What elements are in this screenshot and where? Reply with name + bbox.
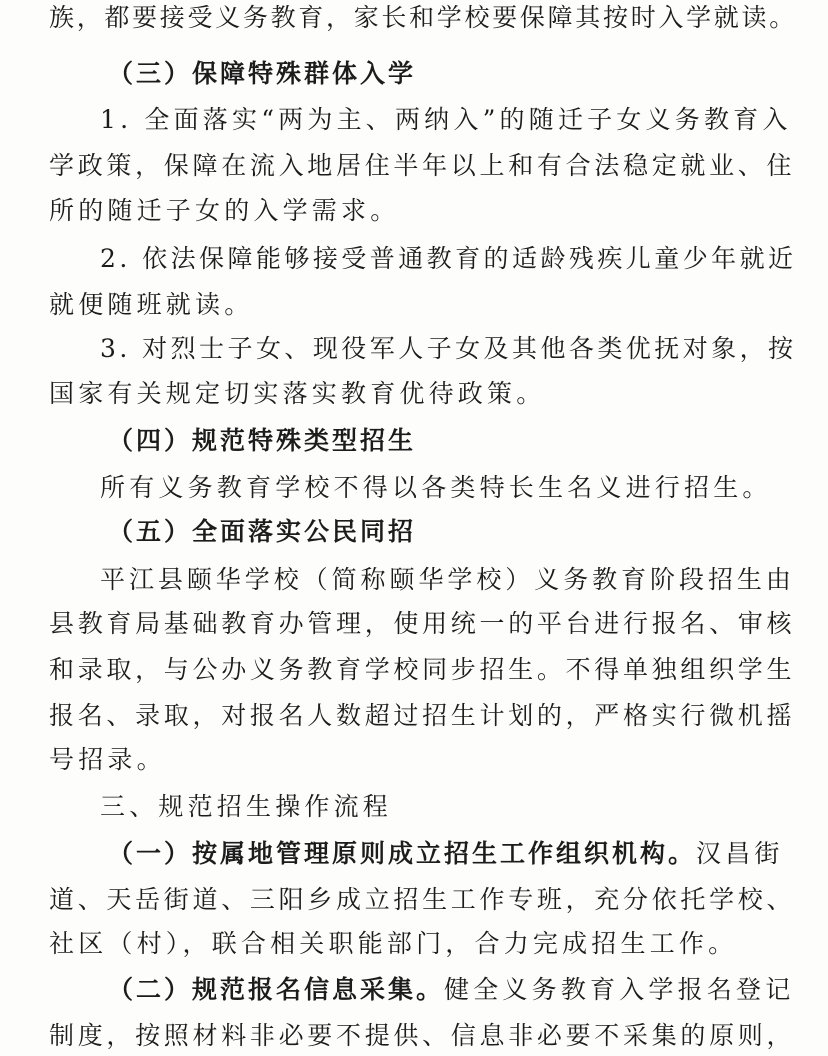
- body-text-line: 学政策，保障在流入地居住半年以上和有合法稳定就业、住: [49, 151, 796, 180]
- body-text-line: 报名、录取，对报名人数超过招生计划的，严格实行微机摇: [49, 701, 796, 730]
- chapter-heading: 三、规范招生操作流程: [100, 792, 393, 821]
- inline-body-text: 健全义务教育入学报名登记: [444, 975, 795, 1004]
- list-item-line: 2. 依法保障能够接受普通教育的适龄残疾儿童少年就近: [100, 244, 797, 273]
- paragraph-line: [108, 838, 784, 870]
- body-text-line: 号招录。: [49, 745, 166, 774]
- body-text-line: 所的随迁子女的入学需求。: [49, 196, 400, 225]
- body-text-line: 县教育局基础教育办管理，使用统一的平台进行报名、审核: [49, 609, 796, 638]
- body-text-line: 和录取，与公办义务教育学校同步招生。不得单独组织学生: [49, 655, 796, 684]
- section-heading: （四）规范特殊类型招生: [108, 426, 417, 455]
- inline-bold-heading: （一）按属地管理原则成立招生工作组织机构。: [108, 839, 697, 868]
- body-text-line: 平江县颐华学校（简称颐华学校）义务教育阶段招生由: [100, 565, 795, 594]
- section-heading: （三）保障特殊群体入学: [108, 59, 417, 88]
- paragraph-line: [108, 974, 794, 1006]
- section-heading: （五）全面落实公民同招: [108, 517, 417, 546]
- body-text-line: 就便随班就读。: [49, 290, 254, 319]
- list-item-line: 3. 对烈士子女、现役军人子女及其他各类优抚对象，按: [100, 334, 797, 363]
- body-text-line: 社区（村），联合相关职能部门，合力完成招生工作。: [49, 929, 738, 958]
- body-text-line: 道、天岳街道、三阳乡成立招生工作专班，充分依托学校、: [49, 885, 796, 914]
- inline-bold-heading: （二）规范报名信息采集。: [108, 975, 445, 1004]
- body-text-line: 制度，按照材料非必要不提供、信息非必要不采集的原则，: [49, 1021, 796, 1050]
- list-item-line: 1. 全面落实“两为主、两纳入”的随迁子女义务教育入: [100, 105, 792, 134]
- body-text-line: 国家有关规定切实落实教育优待政策。: [49, 379, 546, 408]
- body-text-line: 所有义务教育学校不得以各类特长生名义进行招生。: [100, 473, 772, 502]
- body-text-line: 族，都要接受义务教育，家长和学校要保障其按时入学就读。: [49, 3, 797, 32]
- inline-body-text: 汉昌街: [696, 839, 784, 868]
